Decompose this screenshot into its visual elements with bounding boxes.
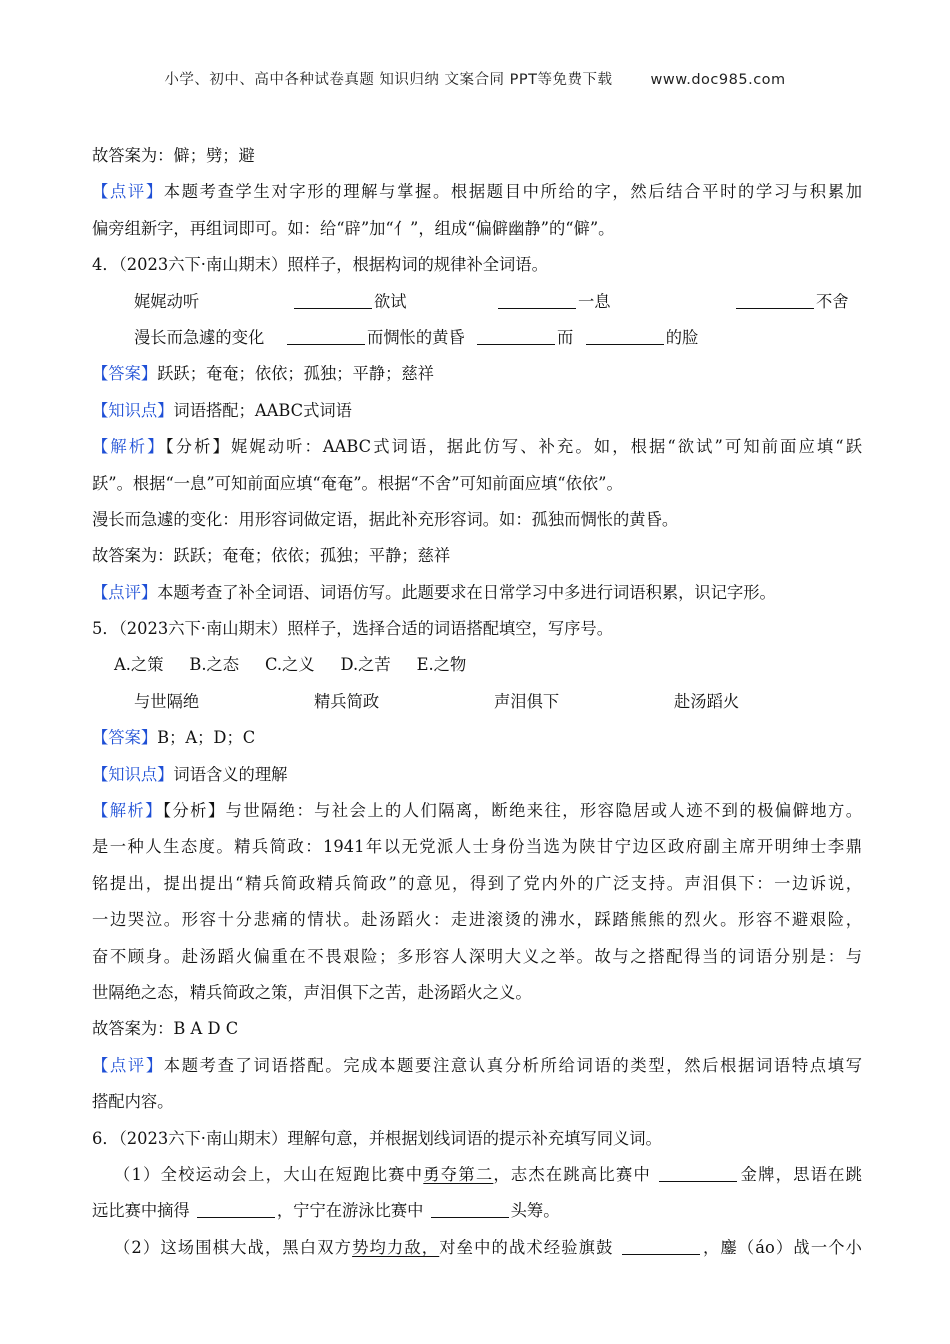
q5-option-b: B.之态: [189, 655, 240, 675]
q4-analysis-line3: 漫长而急遽的变化：用形容词做定语，据此补充形容词。如：孤独而惆怅的黄昏。: [92, 509, 679, 529]
q5-option-e: E.之物: [416, 655, 467, 675]
q5-analysis-line1: 【解析】【分析】与世隔绝：与社会上的人们隔离，断绝来往，形容隐居或人迹不到的极偏僻地方。: [92, 801, 862, 821]
q5-analysis-line4: 一边哭泣。形容十分悲痛的情状。赴汤蹈火：走进滚烫的沸水，踩踏熊熊的烈火。形容不避艰险，: [92, 910, 862, 930]
q4-r2-example: 漫长而急遽的变化: [134, 327, 265, 347]
q6-sentence1-line1: （1）全校运动会上，大山在短跑比赛中勇夺第二，志杰在跳高比赛中 金牌，思语在跳: [114, 1164, 862, 1184]
q5-title: 5．（2023六下·南山期末）照样子，选择合适的词语搭配填空，写序号。: [92, 619, 613, 639]
q5-words: [92, 684, 862, 720]
q4-title: 4．（2023六下·南山期末）照样子，根据构词的规律补全词语。: [92, 255, 548, 275]
q3-review-line2: 偏旁组新字，再组词即可。如：给“辟”加“亻”，组成“偏僻幽静”的“僻”。: [92, 218, 615, 238]
q5-option-a: A.之策: [114, 655, 164, 675]
q5-options: [92, 647, 862, 683]
blank-field: [287, 330, 365, 345]
q4-row2: 漫长而急遽的变化 而惆怅的黄昏 而 的脸: [134, 327, 699, 347]
page-header: [0, 68, 950, 89]
q5-analysis-line3: 铭提出，提出提出“精兵简政精兵简政”的意见，得到了党内外的广泛支持。声泪俱下：一边诉说，: [92, 873, 862, 893]
q5-analysis-line6: 世隔绝之态，精兵简政之策，声泪俱下之苦，赴汤蹈火之义。: [92, 982, 532, 1002]
q4-row1: [92, 284, 862, 320]
header-text: 小学、初中、高中各种试卷真题 知识归纳 文案合同 PPT等免费下载: [164, 72, 613, 88]
header-site: www.doc985.com: [650, 72, 786, 88]
underlined-word: 勇夺第二: [423, 1164, 494, 1184]
blank-field: [498, 294, 576, 309]
blank-field: [431, 1203, 509, 1218]
q5-review-line1: 【点评】本题考查了词语搭配。完成本题要注意认真分析所给词语的类型，然后根据词语特点填写: [92, 1055, 862, 1075]
q6-title: 6．（2023六下·南山期末）理解句意，并根据划线词语的提示补充填写同义词。: [92, 1128, 662, 1148]
q3-review-line1: 【点评】本题考查学生对字形的理解与掌握。根据题目中所给的字，然后结合平时的学习与积累加: [92, 182, 862, 202]
blank-field: [659, 1167, 737, 1182]
q4-r1-example: 娓娓动听: [134, 291, 200, 311]
underlined-word: 势均力敌，: [352, 1237, 440, 1257]
review-tag: 【点评】: [92, 182, 164, 202]
q5-word-2: 精兵简政: [314, 691, 380, 711]
q3-answer: 故答案为：僻；劈；避: [92, 146, 255, 165]
q4-final-answer: 故答案为：跃跃；奄奄；依依；孤独；平静；慈祥: [92, 546, 451, 566]
q5-option-d: D.之苦: [340, 655, 391, 675]
blank-field: [477, 330, 555, 345]
blank-field: [586, 330, 664, 345]
q6-sentence1-line2: 远比赛中摘得 ，宁宁在游泳比赛中 头筹。: [92, 1201, 560, 1221]
q5-answer: 【答案】B；A；D；C: [92, 728, 256, 748]
q4-knowledge: 【知识点】词语搭配；AABC式词语: [92, 400, 352, 420]
q6-sentence2-line1: （2）这场围棋大战，黑白双方势均力敌，对垒中的战术经验旗鼓 ，鏖（áo）战一个小: [114, 1237, 862, 1257]
q5-knowledge: 【知识点】词语含义的理解: [92, 764, 288, 784]
q4-r1-item4: 不舍: [734, 284, 849, 320]
q5-option-c: C.之义: [264, 655, 315, 675]
q4-analysis-line2: 跃”。根据“一息”可知前面应填“奄奄”。根据“不舍”可知前面应填“依依”。: [92, 473, 623, 493]
q5-analysis-line2: 是一种人生态度。精兵简政：1941年以无党派人士身份当选为陕甘宁边区政府副主席开明绅士李鼎: [92, 837, 862, 857]
q5-analysis-line5: 奋不顾身。赴汤蹈火偏重在不畏艰险；多形容人深明大义之举。故与之搭配得当的词语分别是：与: [92, 946, 862, 966]
q4-r1-item3: 一息: [496, 284, 734, 320]
blank-field: [197, 1203, 275, 1218]
q4-review: 【点评】本题考查了补全词语、词语仿写。此题要求在日常学习中多进行词语积累，识记字形。: [92, 582, 776, 602]
document-body: [92, 138, 862, 1266]
blank-field: [622, 1240, 700, 1255]
q4-answer: 【答案】跃跃；奄奄；依依；孤独；平静；慈祥: [92, 364, 434, 384]
q4-r1-item2: 欲试: [292, 284, 496, 320]
blank-field: [294, 294, 372, 309]
q5-word-4: 赴汤蹈火: [674, 691, 740, 711]
q5-review-line2: 搭配内容。: [92, 1092, 174, 1112]
q5-final-answer: 故答案为：B A D C: [92, 1019, 239, 1039]
q4-analysis-line1: 【解析】【分析】娓娓动听：AABC式词语，据此仿写、补充。如，根据“欲试”可知前面应填“跃: [92, 437, 862, 457]
q5-word-3: 声泪俱下: [494, 691, 560, 711]
q5-word-1: 与世隔绝: [134, 691, 200, 711]
blank-field: [736, 294, 814, 309]
